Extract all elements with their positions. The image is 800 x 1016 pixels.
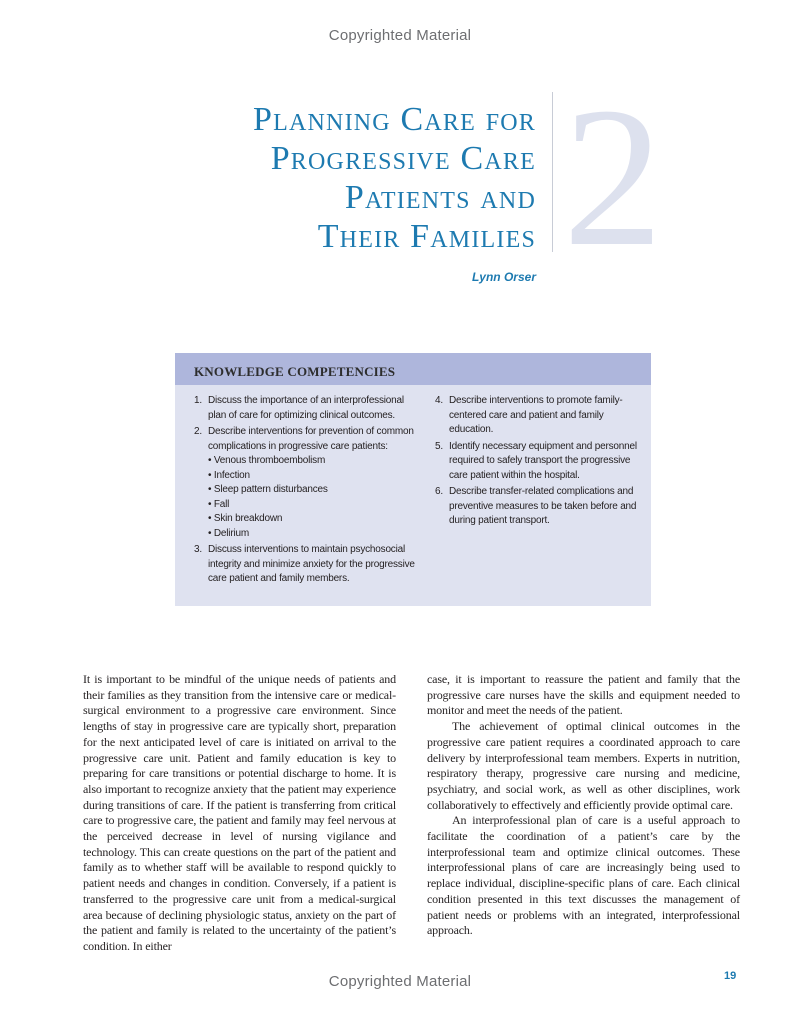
competency-item <box>435 394 647 438</box>
competency-item <box>435 485 647 529</box>
chapter-title-line: Patients and <box>344 179 536 216</box>
competency-text: Describe interventions to promote family-centered care and patient and family education. <box>449 395 623 435</box>
knowledge-competencies-heading: KNOWLEDGE COMPETENCIES <box>175 353 651 385</box>
complication-bullet: • Venous thromboembolism <box>208 454 416 469</box>
body-column-left <box>83 672 396 955</box>
title-divider <box>552 92 553 252</box>
body-paragraph: An interprofessional plan of care is a useful approach to facilitate the coordination of a patient’s care by the interprofessional team and optimize clinical outcomes. These interprofessional plans of care are increasingly being used to replace individual, discipline-specific plans of care. Each clinical condition presented in this text discusses the management of patient needs or problems with an integrated, interprofessional approach. <box>427 813 740 938</box>
chapter-title-line: Progressive Care <box>270 140 536 177</box>
competency-number: 2. <box>194 426 202 437</box>
competency-number: 1. <box>194 395 202 406</box>
competency-item <box>194 394 416 423</box>
chapter-number: 2 <box>563 67 663 288</box>
body-paragraph: case, it is important to reassure the patient and family that the progressive care nurses have the skills and equipment needed to monitor and meet the needs of the patient. <box>427 672 740 718</box>
competency-number: 4. <box>435 395 443 406</box>
competencies-left-column <box>194 394 416 589</box>
competency-text: Discuss interventions to maintain psychosocial integrity and minimize anxiety for the progressive care patient and family members. <box>208 544 415 584</box>
complication-bullet: • Skin breakdown <box>208 512 416 527</box>
competency-text: Describe interventions for prevention of common complications in progressive care patients: <box>208 426 414 452</box>
competency-item <box>194 543 416 587</box>
competency-text: Describe transfer-related complications and preventive measures to be taken before and during patient transport. <box>449 486 637 526</box>
complication-list <box>208 454 416 541</box>
competency-number: 6. <box>435 486 443 497</box>
complication-bullet: • Infection <box>208 469 416 484</box>
chapter-title-line: Planning Care for <box>253 101 536 138</box>
competency-text: Discuss the importance of an interprofessional plan of care for optimizing clinical outcomes. <box>208 395 404 421</box>
body-column-right <box>427 672 740 939</box>
complication-bullet: • Fall <box>208 498 416 513</box>
copyright-watermark-top: Copyrighted Material <box>328 27 472 44</box>
competencies-right-column <box>435 394 647 531</box>
body-paragraph: The achievement of optimal clinical outcomes in the progressive care patient requires a coordinated approach to care delivery by interprofessional team members. Experts in nutrition, respiratory therapy, progressive care nursing and medicine, psychiatry, and social work, as well as other disciplines, work collaboratively to effectively and efficiently provide optimal care. <box>427 719 740 812</box>
competency-item <box>194 425 416 541</box>
competency-text: Identify necessary equipment and personnel required to safely transport the progressive care patient within the hospital. <box>449 440 637 481</box>
complication-bullet: • Sleep pattern disturbances <box>208 483 416 498</box>
competency-number: 3. <box>194 544 202 555</box>
complication-bullet: • Delirium <box>208 527 416 542</box>
competency-number: 5. <box>435 440 443 452</box>
chapter-author: Lynn Orser <box>471 270 536 284</box>
competency-item <box>435 440 647 484</box>
knowledge-competencies-box <box>175 353 651 606</box>
body-paragraph: It is important to be mindful of the unique needs of patients and their families as they transition from the intensive care or medical-surgical environment to a progressive care environment. Since lengths of stay in progressive care are typically short, preparation for the next anticipated level of care is initiated on arrival to the progressive care unit. Patient and family education is key to preparing for care transitions or potential discharge to home. It is also important to recognize anxiety that the patient may experience during transitions of care. If the patient is transferring from critical care to progressive care, the patient and family may feel nervous at the perceived decrease in level of nursing vigilance and technology. This can create questions on the part of the patient and family as to whether staff will be available to respond quickly to patient needs and changes in condition. Conversely, if a patient is transferred to the progressive care unit from a medical-surgical area because of declining physiologic status, anxiety on the part of the patient and family is related to the uncertainty of the patient’s condition. In either <box>83 672 396 953</box>
copyright-watermark-bottom: Copyrighted Material <box>328 973 472 990</box>
page-number: 19 <box>724 970 737 982</box>
chapter-title <box>253 100 536 256</box>
chapter-title-line: Their Families <box>317 218 536 255</box>
